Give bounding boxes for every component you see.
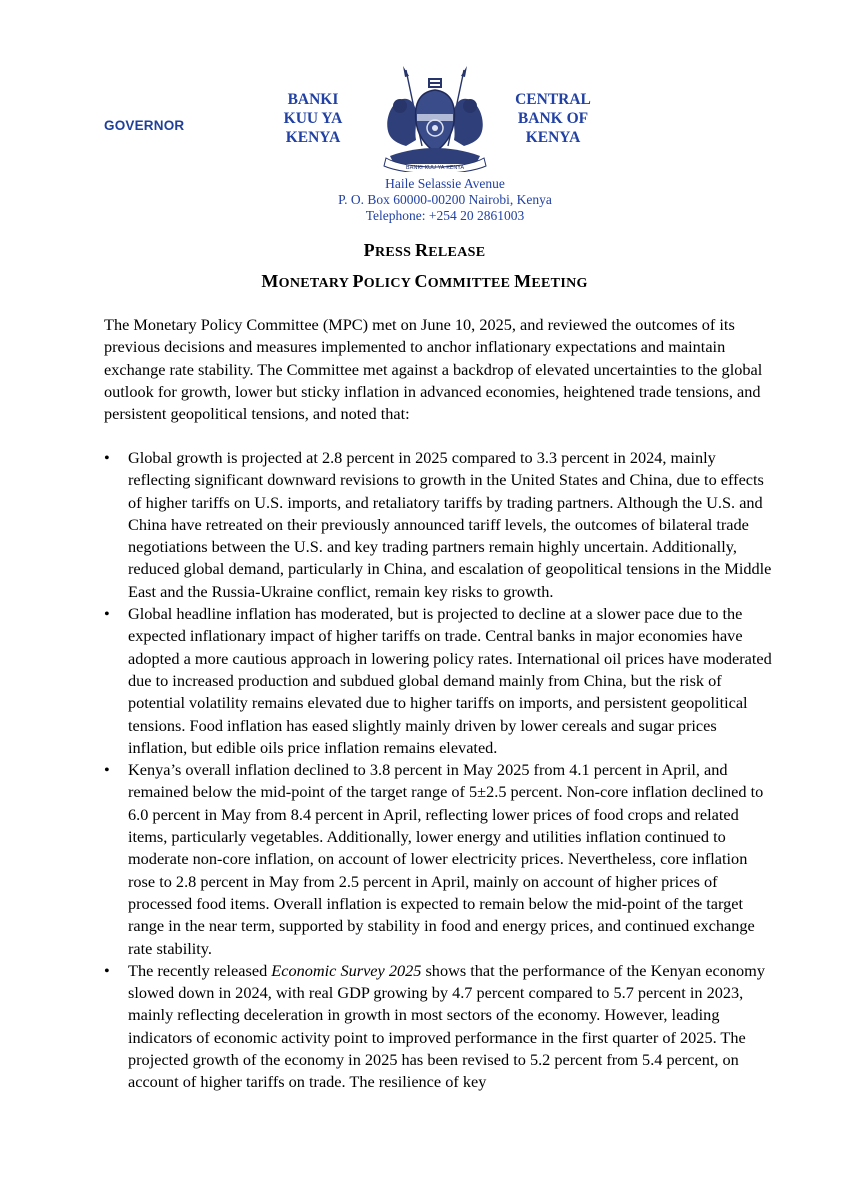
address-line: Telephone: +254 20 2861003 [365, 208, 525, 223]
bullet-icon: • [104, 760, 110, 780]
bank-name-line: CENTRAL [515, 91, 591, 108]
press-release-title: PRESS RELEASE [363, 240, 486, 260]
list-item [104, 759, 774, 960]
bank-name-line: KENYA [285, 129, 341, 146]
list-item-text: Kenya’s overall inflation declined to 3.8 percent in May 2025 from 4.1 percent in April, and remained below the mid-point of the target range of 5±2.5 percent. Non-core inflation declined to 6.0 percent in May from 8.4 percent in April, reflecting lower prices of food crops and related items, particularly vegetables. Additionally, lower energy and utilities inflation continued to moderate non-core inflation, on account of lower electricity prices. Nevertheless, core inflation rose to 2.8 percent in May from 2.5 percent in April, mainly on account of higher prices of processed food items. Overall inflation is expected to remain below the mid-point of the target range in the near term, supported by stability in food and energy prices, and continued exchange rate stability. [128, 760, 764, 958]
intro-paragraph: The Monetary Policy Committee (MPC) met on June 10, 2025, and reviewed the outcomes of its previous decisions and measures implemented to anchor inflationary expectations and maintain exchange rate stability. The Committee met against a backdrop of elevated uncertainties to the global outlook for growth, lower but sticky inflation in advanced economies, heightened trade tensions, and persistent geopolitical tensions, and noted that: [104, 315, 763, 424]
bank-name-swahili [268, 90, 358, 147]
bank-name-line: BANKI [287, 91, 339, 108]
economic-survey-title: Economic Survey 2025 [271, 960, 422, 980]
list-item [104, 447, 774, 603]
list-item-text: Global growth is projected at 2.8 percent in 2025 compared to 3.3 percent in 2024, mainly reflecting significant downward revisions to growth in the United States and China, due to effects of higher tariffs on U.S. imports, and retaliatory tariffs by trading partners. Although the U.S. and China have retreated on their previously announced tariff levels, the outcomes of bilateral trade negotiations between the U.S. and key trading partners remain highly uncertain. Additionally, reduced global demand, particularly in China, and escalation of geopolitical tensions in the Middle East and the Russia-Ukraine conflict, remain key risks to growth. [128, 448, 772, 601]
bank-name-line: KENYA [525, 129, 581, 146]
meeting-title: MONETARY POLICY COMMITTEE MEETING [261, 271, 588, 291]
bank-name-line: KUU YA [283, 110, 343, 127]
address-line: P. O. Box 60000-00200 Nairobi, Kenya [338, 192, 552, 207]
governor-label: GOVERNOR [104, 118, 185, 133]
bullet-icon: • [104, 604, 110, 624]
crest-motto: BANKI KUU YA KENYA [405, 165, 465, 171]
bank-name-english [503, 90, 603, 147]
list-item [104, 960, 774, 1094]
list-item-text: Global headline inflation has moderated, but is projected to decline at a slower pace due to the expected inflationary impact of higher tariffs on trade. Central banks in major economies have adopted a more cautious approach in lowering policy rates. International oil prices have moderated due to increased production and subdued global demand mainly from China, but the risk of potential volatility remains elevated due to higher tariffs on imports, and persistent geopolitical tensions. Food inflation has eased slightly mainly driven by lower cereals and sugar prices inflation, but edible oils price inflation remains elevated. [128, 604, 772, 757]
list-item [104, 603, 774, 759]
bullet-icon: • [104, 448, 110, 467]
bank-address [300, 176, 590, 224]
bank-name-line: BANK OF [517, 110, 589, 127]
central-bank-crest-icon [376, 66, 494, 172]
observations-list [104, 447, 774, 1094]
bullet-icon: • [104, 960, 110, 980]
list-item-text: The recently released Economic Survey 2025 shows that the performance of the Kenyan economy slowed down in 2024, with real GDP growing by 4.7 percent compared to 5.7 percent in 2023, mainly reflecting deceleration in growth in most sectors of the economy. However, leading indicators of economic activity point to improved performance in the first quarter of 2025. The projected growth of the economy in 2025 has been revised to 5.2 percent from 5.4 percent, on account of higher tariffs on trade. The resilience of key [128, 960, 765, 1092]
address-line: Haile Selassie Avenue [385, 176, 505, 191]
